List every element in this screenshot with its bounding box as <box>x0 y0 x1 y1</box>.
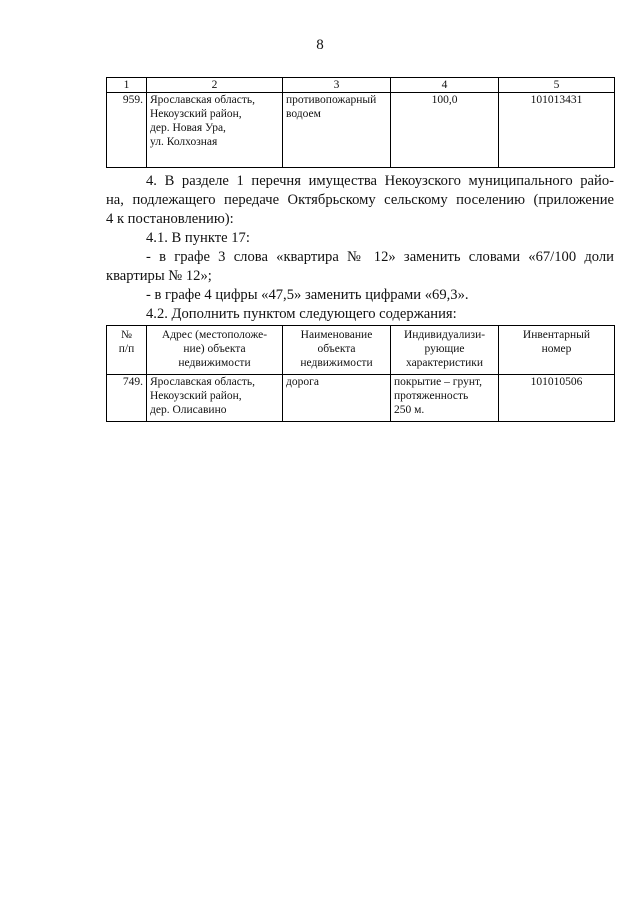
paragraph-line: на, подлежащего передаче Октябрьскому сельскому поселению (приложение <box>106 192 614 208</box>
property-table-1 <box>106 77 615 168</box>
table-row <box>107 93 615 168</box>
paragraph-line: квартиры № 12»; <box>106 268 212 284</box>
address-cell: Ярославская область, Некоузский район, дер. Новая Ура, ул. Колхозная <box>147 93 283 168</box>
property-table-2 <box>106 325 615 422</box>
column-number-5: 5 <box>499 78 615 93</box>
paragraph-line: 4 к постановлению): <box>106 211 234 227</box>
header-address: Адрес (местоположе- ние) объекта недвижимости <box>147 326 283 375</box>
inventory-number-cell: 101010506 <box>499 375 615 422</box>
object-name-cell: противопожарный водоем <box>283 93 391 168</box>
header-number: № п/п <box>107 326 147 375</box>
column-number-3: 3 <box>283 78 391 93</box>
paragraph-4-1-b: - в графе 4 цифры «47,5» заменить цифрами «69,3». <box>146 287 469 303</box>
paragraph-4-1: 4.1. В пункте 17: <box>146 230 250 246</box>
address-cell: Ярославская область, Некоузский район, дер. Олисавино <box>147 375 283 422</box>
row-number: 959. <box>107 93 147 168</box>
column-number-2: 2 <box>147 78 283 93</box>
object-name-cell: дорога <box>283 375 391 422</box>
page-number: 8 <box>316 37 324 53</box>
paragraph-4-2: 4.2. Дополнить пунктом следующего содержания: <box>146 306 457 322</box>
column-number-4: 4 <box>391 78 499 93</box>
header-characteristics: Индивидуализи- рующие характеристики <box>391 326 499 375</box>
header-inventory-number: Инвентарный номер <box>499 326 615 375</box>
inventory-number-cell: 101013431 <box>499 93 615 168</box>
table-header-row <box>107 78 615 93</box>
characteristics-cell: 100,0 <box>391 93 499 168</box>
header-object-name: Наименование объекта недвижимости <box>283 326 391 375</box>
table-row <box>107 375 615 422</box>
column-number-1: 1 <box>107 78 147 93</box>
table-header-row <box>107 326 615 375</box>
row-number: 749. <box>107 375 147 422</box>
paragraph-line: 4. В разделе 1 перечня имущества Некоузского муниципального райо- <box>146 173 614 189</box>
characteristics-cell: покрытие – грунт, протяженность 250 м. <box>391 375 499 422</box>
paragraph-line: - в графе 3 слова «квартира № 12» заменить словами «67/100 доли <box>146 249 614 265</box>
paragraph-4 <box>106 172 614 324</box>
